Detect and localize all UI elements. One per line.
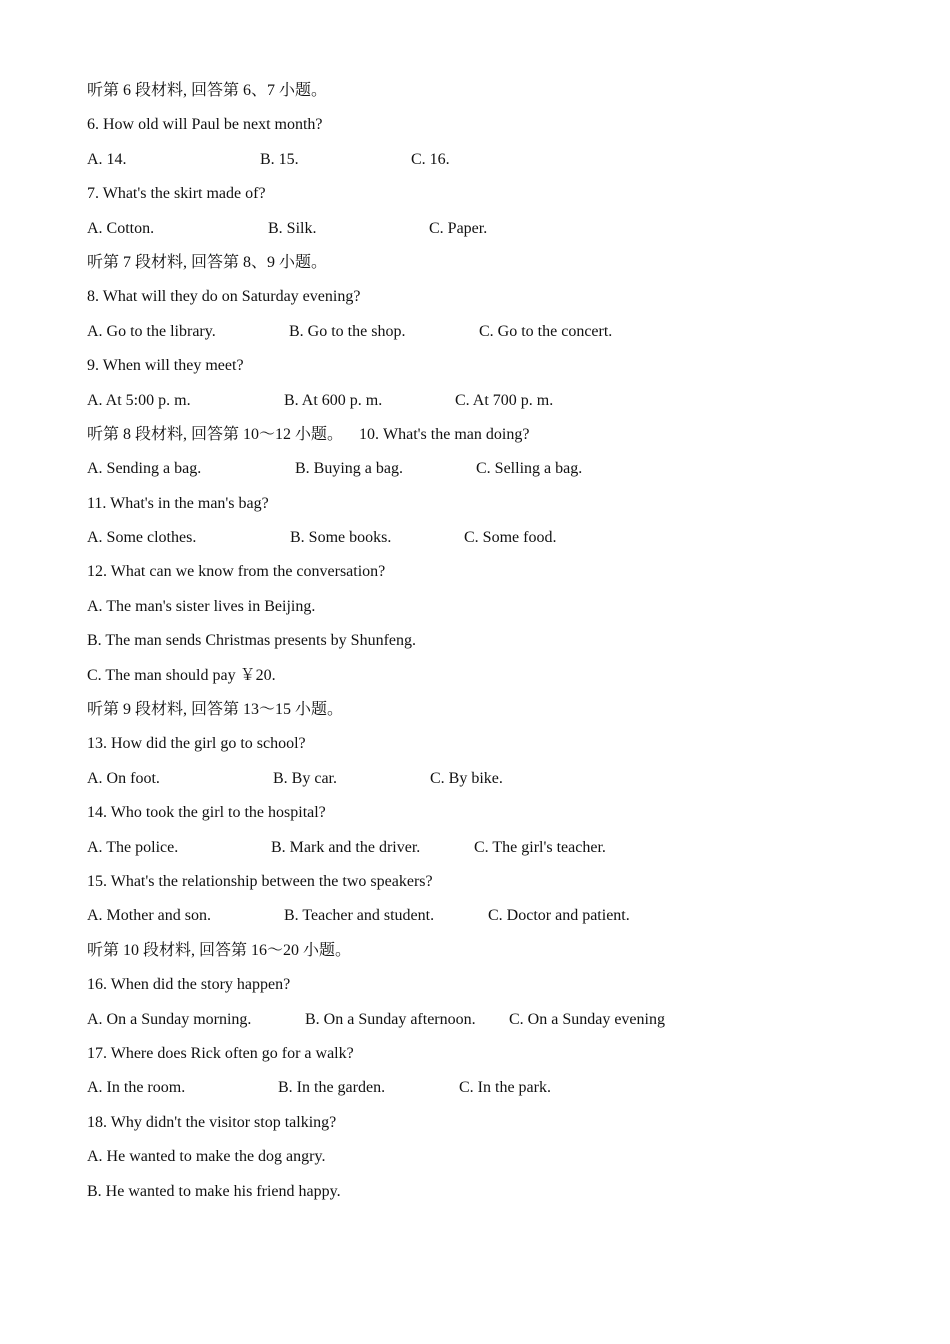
option-c: C. At 700 p. m. (455, 391, 554, 409)
option-row (87, 527, 867, 561)
question-stem: 13. How did the girl go to school? (87, 735, 306, 753)
option-b: B. On a Sunday afternoon. (305, 1010, 476, 1028)
section-heading: 听第 9 段材料, 回答第 13～15 小题。 (87, 701, 344, 719)
question-stem: 10. What's the man doing? (359, 425, 530, 443)
question-stem: 15. What's the relationship between the two speakers? (87, 872, 433, 890)
option-row (87, 390, 867, 424)
question-stem: 8. What will they do on Saturday evening? (87, 288, 361, 306)
option-b: B. Some books. (290, 529, 392, 547)
question-stem: 14. Who took the girl to the hospital? (87, 804, 326, 822)
option-b: B. Silk. (268, 219, 317, 237)
option-c: C. By bike. (430, 769, 503, 787)
option-row (87, 321, 867, 355)
section-heading: 听第 10 段材料, 回答第 16～20 小题。 (87, 941, 352, 959)
option-b: B. Mark and the driver. (271, 838, 421, 856)
option-a: A. On a Sunday morning. (87, 1010, 252, 1028)
option-row (87, 905, 867, 939)
option-c: C. 16. (411, 150, 450, 168)
option-row (87, 1009, 867, 1043)
option-a: A. At 5:00 p. m. (87, 391, 191, 409)
option-a: A. Go to the library. (87, 322, 216, 340)
option-a: A. He wanted to make the dog angry. (87, 1148, 326, 1166)
section-heading: 听第 6 段材料, 回答第 6、7 小题。 (87, 82, 328, 99)
option-c: C. The man should pay ￥20. (87, 666, 276, 684)
option-c: C. Paper. (429, 219, 488, 237)
option-row (87, 837, 867, 871)
question-stem: 18. Why didn't the visitor stop talking? (87, 1113, 337, 1131)
option-b: B. By car. (273, 769, 337, 787)
option-row (87, 149, 867, 183)
option-c: C. Doctor and patient. (488, 907, 630, 925)
question-stem: 11. What's in the man's bag? (87, 494, 269, 512)
question-stem: 17. Where does Rick often go for a walk? (87, 1044, 354, 1062)
option-row (87, 1077, 867, 1111)
option-c: C. Go to the concert. (479, 322, 613, 340)
option-b: B. Go to the shop. (289, 322, 406, 340)
option-row (87, 458, 867, 492)
question-stem: 9. When will they meet? (87, 357, 244, 375)
question-stem: 6. How old will Paul be next month? (87, 116, 323, 134)
question-stem: 7. What's the skirt made of? (87, 185, 266, 203)
option-a: A. The man's sister lives in Beijing. (87, 597, 316, 615)
option-row (87, 218, 867, 252)
question-stem: 12. What can we know from the conversation? (87, 563, 386, 581)
option-a: A. On foot. (87, 769, 160, 787)
option-b: B. At 600 p. m. (284, 391, 383, 409)
option-c: C. The girl's teacher. (474, 838, 606, 856)
option-a: A. Mother and son. (87, 907, 211, 925)
option-c: C. Some food. (464, 529, 557, 547)
option-c: C. Selling a bag. (476, 460, 583, 478)
option-a: A. The police. (87, 838, 179, 856)
section-heading: 听第 8 段材料, 回答第 10～12 小题。 (87, 425, 344, 443)
section-heading: 听第 7 段材料, 回答第 8、9 小题。 (87, 253, 328, 271)
option-b: B. In the garden. (278, 1079, 386, 1097)
section-heading-row (87, 424, 867, 458)
option-a: A. Sending a bag. (87, 460, 202, 478)
option-c: C. In the park. (459, 1079, 551, 1097)
option-a: A. In the room. (87, 1079, 186, 1097)
option-a: A. Some clothes. (87, 529, 197, 547)
option-a: A. Cotton. (87, 219, 155, 237)
exam-page (87, 80, 867, 1215)
option-a: A. 14. (87, 150, 127, 168)
option-row (87, 768, 867, 802)
option-b: B. Teacher and student. (284, 907, 435, 925)
question-stem: 16. When did the story happen? (87, 976, 291, 994)
option-c: C. On a Sunday evening (509, 1010, 665, 1028)
option-b: B. He wanted to make his friend happy. (87, 1182, 341, 1200)
option-b: B. 15. (260, 150, 299, 168)
option-b: B. The man sends Christmas presents by Shunfeng. (87, 632, 417, 650)
option-b: B. Buying a bag. (295, 460, 403, 478)
